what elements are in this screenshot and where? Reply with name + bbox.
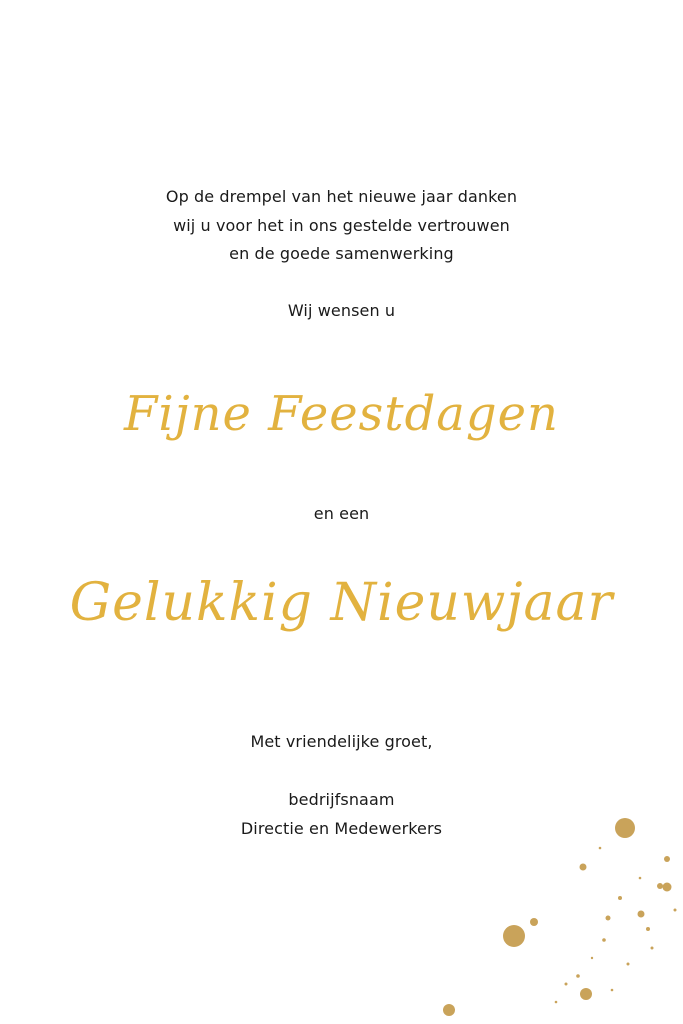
gold-dot [639,877,642,880]
gold-dot [664,856,670,862]
gold-dot [627,963,630,966]
gold-dot [530,918,538,926]
intro-line-1: Op de drempel van het nieuwe jaar danken [165,187,518,206]
gold-dot [606,916,611,921]
gold-dot [580,864,587,871]
gold-dot [599,847,602,850]
gold-dot [611,989,614,992]
intro-line-2: wij u voor het in ons gestelde vertrouwen [173,215,510,235]
gold-dot [602,938,606,942]
conjunction-text: en een [313,504,370,523]
closing-text: Met vriendelijke groet, [250,732,433,751]
gold-dot [663,883,672,892]
gold-dot [565,983,568,986]
gold-dot [674,909,677,912]
gold-dots [443,818,677,1016]
gold-dot [657,883,663,889]
greeting-nieuwjaar: Gelukkig Nieuwjaar [69,573,614,633]
wish-line: Wij wensen u [287,301,396,320]
gold-dot [591,957,593,959]
gold-dot [618,896,622,900]
gold-dot [651,947,654,950]
intro-line-3: en de goede samenwerking [229,244,454,263]
gold-dot [576,974,580,978]
gold-dot [638,911,645,918]
gold-dot [580,988,592,1000]
greeting-feestdagen: Fijne Feestdagen [124,386,559,442]
gold-dot [555,1001,558,1004]
gold-dot [615,818,635,838]
gold-dot [646,927,650,931]
gold-dot [503,925,525,947]
signature-text: Directie en Medewerkers [240,818,443,838]
company-name: bedrijfsnaam [288,790,395,809]
gold-dot [443,1004,455,1016]
